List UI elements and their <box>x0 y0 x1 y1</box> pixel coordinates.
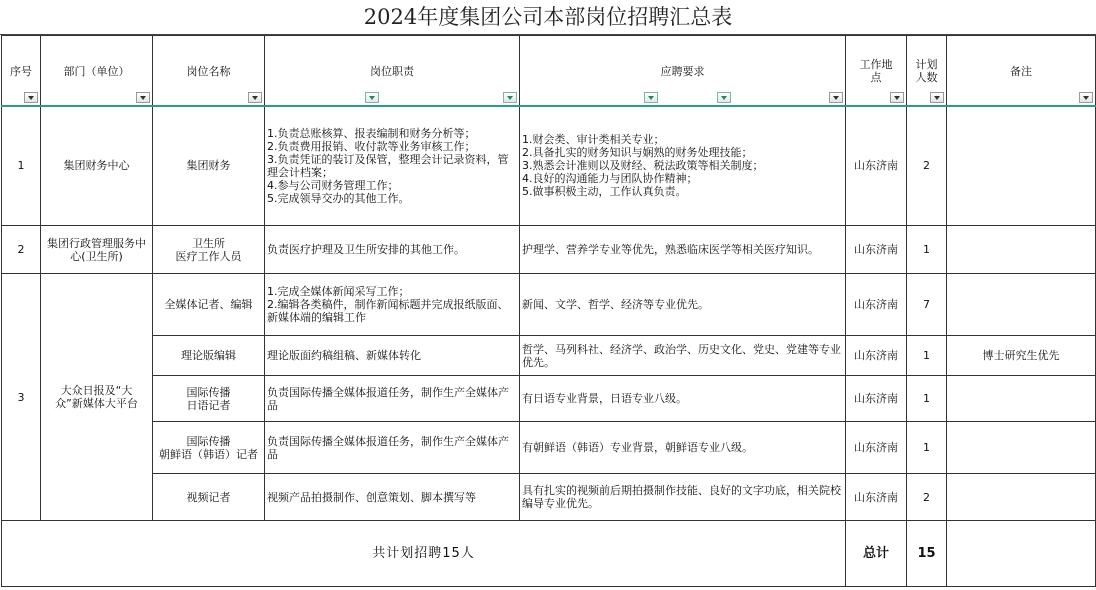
cell-seq[interactable]: 3 <box>2 274 41 521</box>
cell-count[interactable]: 2 <box>907 474 947 521</box>
cell-duty[interactable]: 负责国际传播全媒体报道任务，制作生产全媒体产品 <box>265 376 520 422</box>
table-row <box>2 474 1096 521</box>
table-row <box>2 226 1096 274</box>
cell-remark[interactable] <box>947 274 1096 336</box>
cell-remark[interactable] <box>947 422 1096 474</box>
cell-seq[interactable]: 2 <box>2 226 41 274</box>
filter-dropdown-icon[interactable] <box>136 92 150 103</box>
total-remark-cell[interactable] <box>947 521 1096 587</box>
table-row <box>2 274 1096 336</box>
cell-position[interactable]: 视频记者 <box>153 474 265 521</box>
cell-count[interactable]: 2 <box>907 106 947 226</box>
total-value-cell[interactable]: 15 <box>907 521 947 587</box>
filter-dropdown-icon[interactable] <box>1079 92 1093 103</box>
cell-location[interactable]: 山东济南 <box>846 336 907 376</box>
cell-dept[interactable]: 集团行政管理服务中心(卫生所) <box>41 226 153 274</box>
cell-position[interactable]: 国际传播 朝鲜语（韩语）记者 <box>153 422 265 474</box>
cell-dept[interactable]: 集团财务中心 <box>41 106 153 226</box>
table-row <box>2 376 1096 422</box>
cell-requirement[interactable]: 有日语专业背景，日语专业八级。 <box>520 376 846 422</box>
cell-requirement[interactable]: 1.财会类、审计类相关专业； 2.具备扎实的财务知识与娴熟的财务处理技能； 3.熟悉会计准则以及财经、税法政策等相关制度； 4.良好的沟通能力与团队协作精神； 5.做事积极主动，工作认真负责。 <box>520 106 846 226</box>
cell-remark[interactable]: 博士研究生优先 <box>947 336 1096 376</box>
cell-count[interactable]: 1 <box>907 376 947 422</box>
cell-location[interactable]: 山东济南 <box>846 106 907 226</box>
header-dept: 部门（单位） <box>41 36 153 106</box>
cell-position[interactable]: 国际传播 日语记者 <box>153 376 265 422</box>
cell-remark[interactable] <box>947 376 1096 422</box>
cell-duty[interactable]: 1.负责总账核算、报表编制和财务分析等； 2.负责费用报销、收付款等业务审核工作； 3.负责凭证的装订及保管，整理会计记录资料，管理会计档案； 4.参与公司财务管理工作； 5.完成领导交办的其他工作。 <box>265 106 520 226</box>
filter-dropdown-icon[interactable] <box>829 92 843 103</box>
cell-requirement[interactable]: 新闻、文学、哲学、经济等专业优先。 <box>520 274 846 336</box>
table-row <box>2 106 1096 226</box>
table-row <box>2 336 1096 376</box>
header-remark: 备注 <box>947 36 1096 106</box>
header-requirement: 应聘要求 <box>520 36 846 106</box>
cell-remark[interactable] <box>947 226 1096 274</box>
cell-requirement[interactable]: 护理学、营养学专业等优先，熟悉临床医学等相关医疗知识。 <box>520 226 846 274</box>
cell-seq[interactable]: 1 <box>2 106 41 226</box>
cell-requirement[interactable]: 哲学、马列科社、经济学、政治学、历史文化、党史、党建等专业优先。 <box>520 336 846 376</box>
filter-dropdown-icon[interactable] <box>365 92 379 103</box>
total-label-cell[interactable]: 总计 <box>846 521 907 587</box>
cell-remark[interactable] <box>947 474 1096 521</box>
filter-dropdown-icon[interactable] <box>930 92 944 103</box>
filter-dropdown-icon[interactable] <box>248 92 262 103</box>
table-row <box>2 422 1096 474</box>
recruitment-table <box>1 35 1096 587</box>
header-duty: 岗位职责 <box>265 36 520 106</box>
filter-dropdown-icon[interactable] <box>717 92 731 103</box>
header-location: 工作地点 <box>846 36 907 106</box>
cell-location[interactable]: 山东济南 <box>846 376 907 422</box>
cell-count[interactable]: 1 <box>907 336 947 376</box>
header-count: 计划人数 <box>907 36 947 106</box>
cell-duty[interactable]: 理论版面约稿组稿、新媒体转化 <box>265 336 520 376</box>
cell-location[interactable]: 山东济南 <box>846 422 907 474</box>
sheet-title: 2024年度集团公司本部岗位招聘汇总表 <box>0 0 1096 35</box>
cell-duty[interactable]: 负责国际传播全媒体报道任务，制作生产全媒体产品 <box>265 422 520 474</box>
header-row <box>2 36 1096 106</box>
cell-position[interactable]: 全媒体记者、编辑 <box>153 274 265 336</box>
cell-count[interactable]: 1 <box>907 226 947 274</box>
cell-dept[interactable]: 大众日报及“大众”新媒体大平台 <box>41 274 153 521</box>
cell-requirement[interactable]: 具有扎实的视频前后期拍摄制作技能、良好的文字功底，相关院校编导专业优先。 <box>520 474 846 521</box>
cell-count[interactable]: 7 <box>907 274 947 336</box>
header-position: 岗位名称 <box>153 36 265 106</box>
cell-position[interactable]: 集团财务 <box>153 106 265 226</box>
cell-position[interactable]: 卫生所 医疗工作人员 <box>153 226 265 274</box>
cell-count[interactable]: 1 <box>907 422 947 474</box>
cell-duty[interactable]: 1.完成全媒体新闻采写工作； 2.编辑各类稿件，制作新闻标题并完成报纸版面、新媒体端的编辑工作 <box>265 274 520 336</box>
filter-dropdown-icon[interactable] <box>503 92 517 103</box>
filter-dropdown-icon[interactable] <box>644 92 658 103</box>
total-row <box>2 521 1096 587</box>
header-seq: 序号 <box>2 36 41 106</box>
cell-location[interactable]: 山东济南 <box>846 474 907 521</box>
cell-duty[interactable]: 负责医疗护理及卫生所安排的其他工作。 <box>265 226 520 274</box>
cell-position[interactable]: 理论版编辑 <box>153 336 265 376</box>
cell-requirement[interactable]: 有朝鲜语（韩语）专业背景，朝鲜语专业八级。 <box>520 422 846 474</box>
filter-dropdown-icon[interactable] <box>890 92 904 103</box>
filter-dropdown-icon[interactable] <box>24 92 38 103</box>
cell-remark[interactable] <box>947 106 1096 226</box>
cell-location[interactable]: 山东济南 <box>846 226 907 274</box>
cell-location[interactable]: 山东济南 <box>846 274 907 336</box>
summary-cell[interactable]: 共计划招聘15人 <box>2 521 846 587</box>
cell-duty[interactable]: 视频产品拍摄制作、创意策划、脚本撰写等 <box>265 474 520 521</box>
